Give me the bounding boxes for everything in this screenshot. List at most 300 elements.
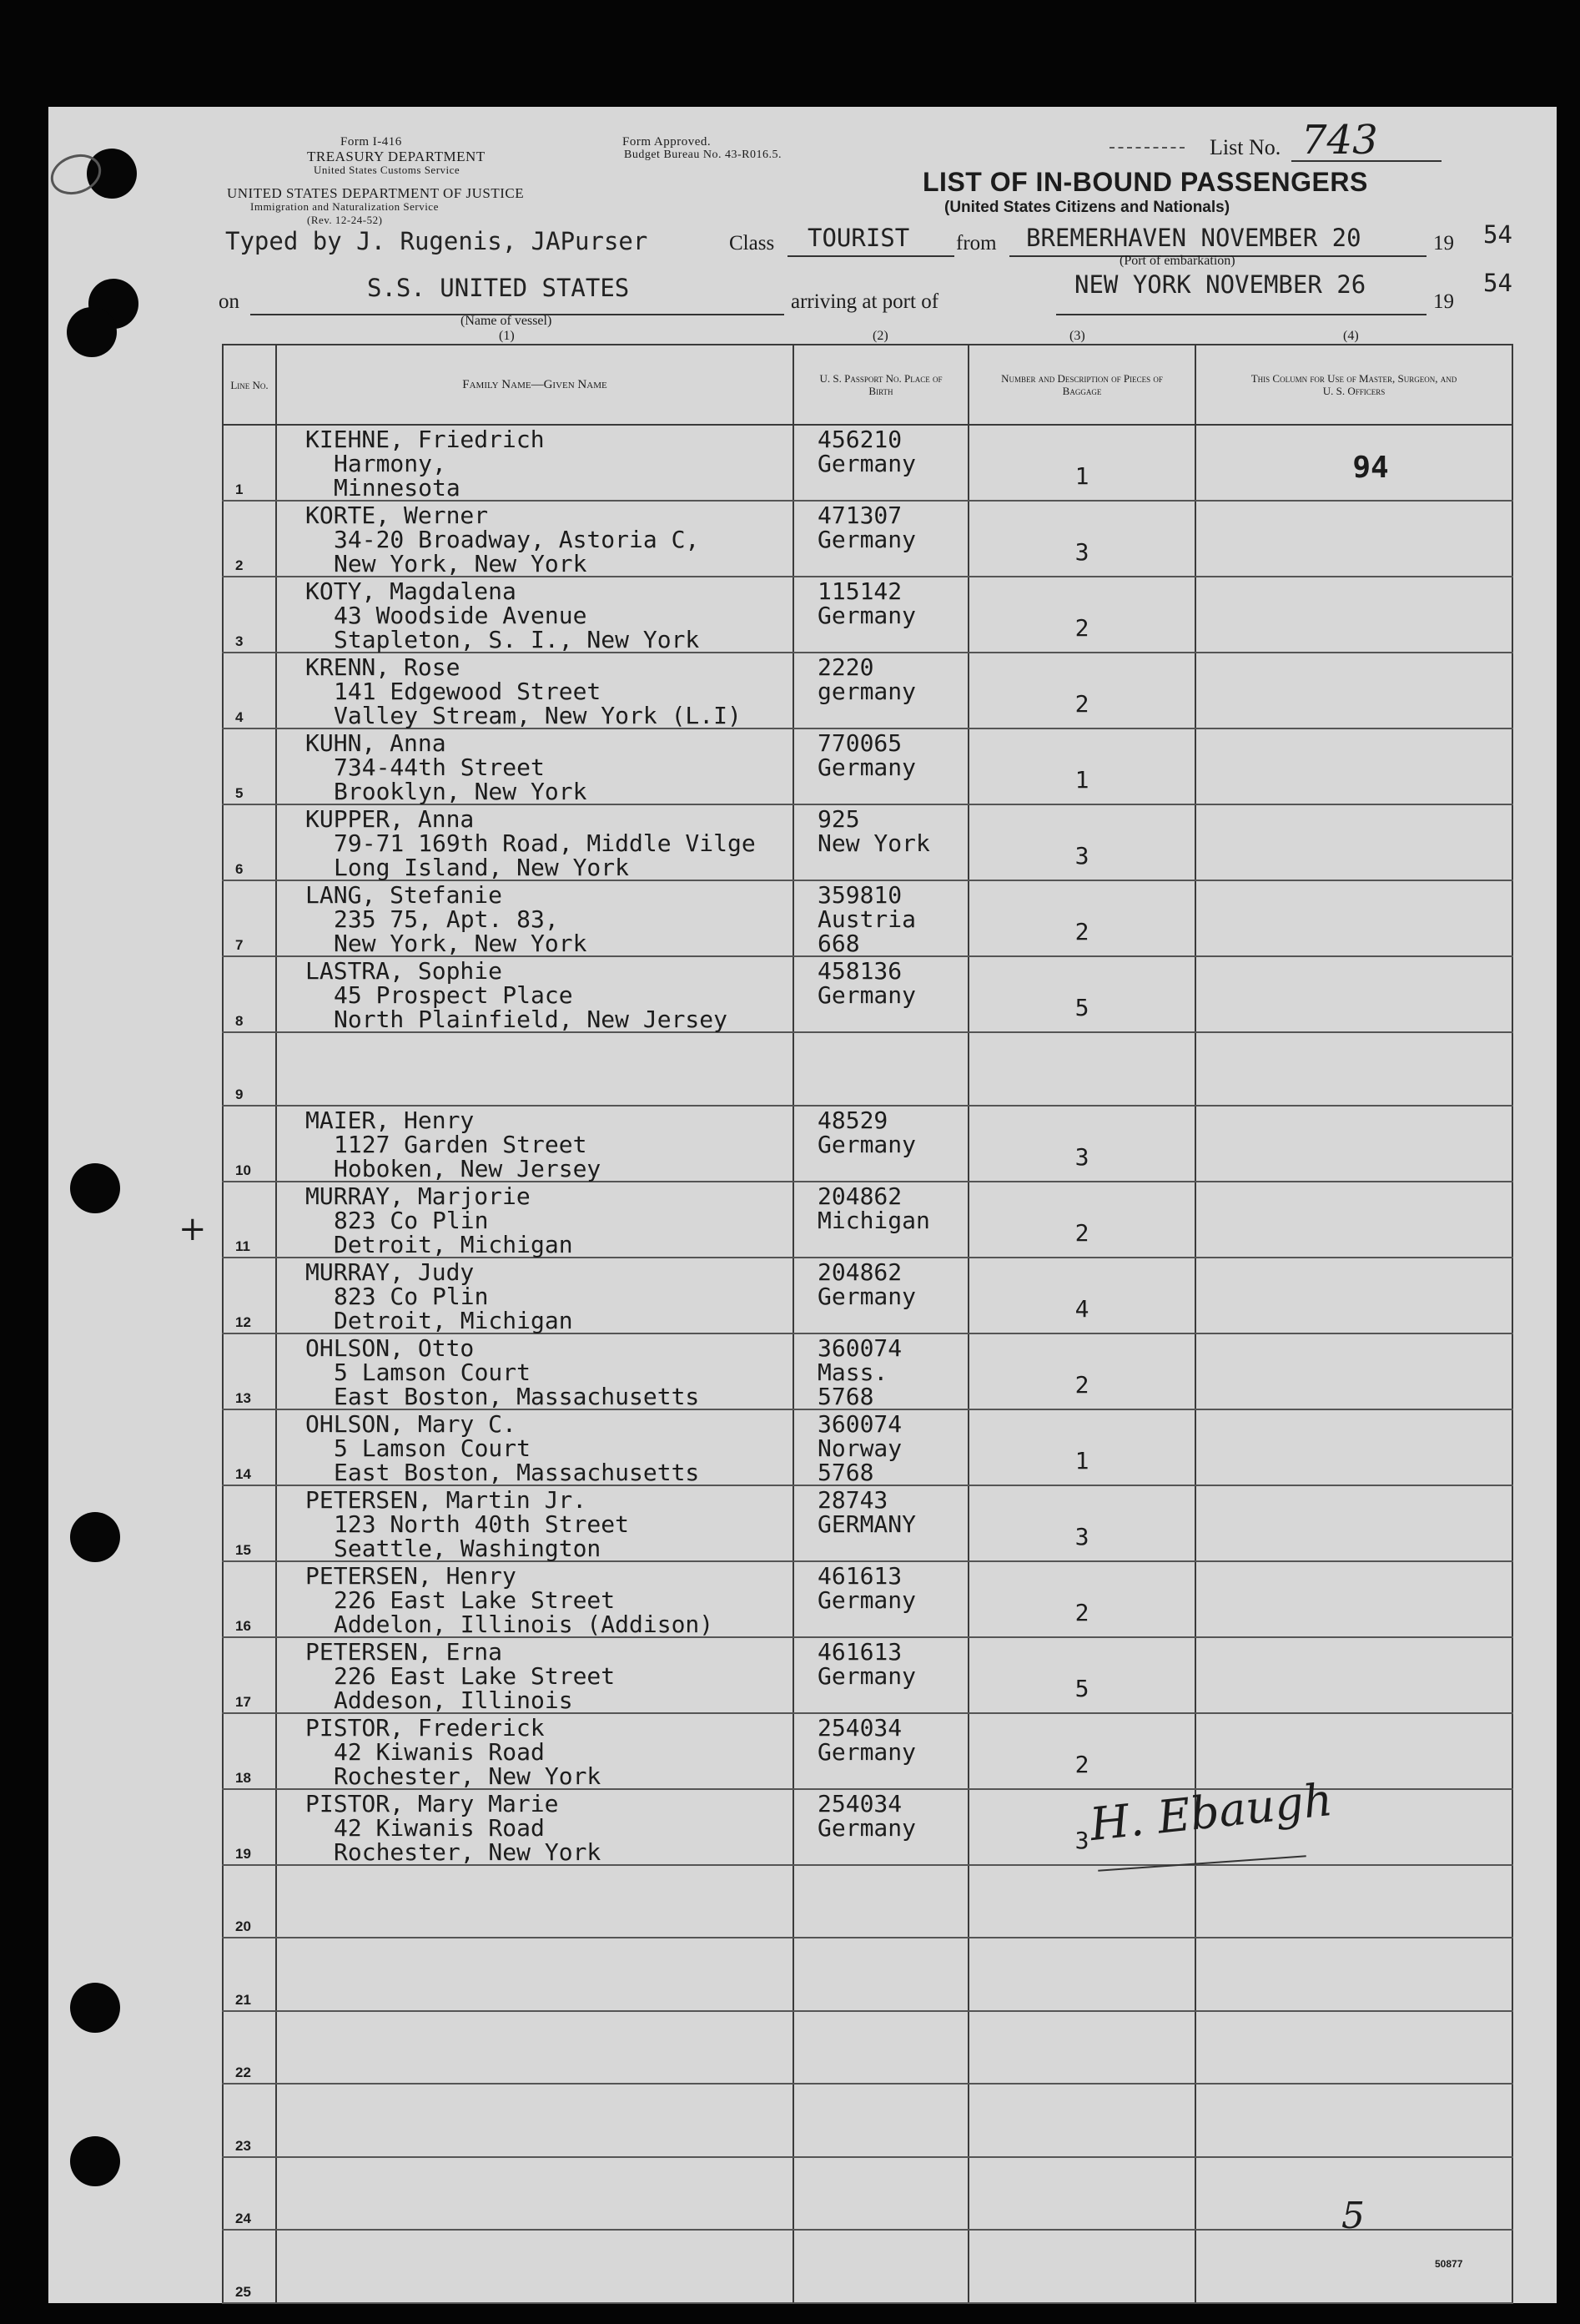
baggage-count: 3: [1074, 538, 1089, 566]
line-number-cell: [223, 804, 276, 880]
line-number: 19: [235, 1845, 251, 1862]
baggage-count: 2: [1074, 614, 1089, 642]
baggage-count: 2: [1074, 918, 1089, 945]
officer-note: [1196, 2158, 1512, 2183]
passport-extra: 668: [818, 930, 860, 957]
passport-cell: [793, 1032, 969, 1106]
baggage-count: [969, 1938, 1195, 1975]
name-cell: [276, 577, 793, 653]
officer-cell: [1195, 804, 1512, 880]
baggage-count: [969, 2158, 1195, 2195]
line-number-cell: [223, 880, 276, 956]
address-line-2: East Boston, Massachusetts: [334, 1382, 700, 1410]
address-line-1: 34-20 Broadway, Astoria C,: [334, 526, 700, 553]
arrival-value: NEW YORK NOVEMBER 26: [1074, 270, 1366, 299]
baggage-cell: [969, 501, 1195, 577]
passport-number: 254034: [818, 1713, 903, 1742]
passport-cell: [793, 2230, 969, 2303]
passport-cell: [793, 1333, 969, 1409]
address-line-2: Brooklyn, New York: [334, 778, 587, 805]
baggage-count: 5: [1074, 994, 1089, 1021]
binder-hole: [67, 307, 117, 357]
table-row: [223, 2230, 1512, 2303]
name-cell: [276, 501, 793, 577]
name-cell: [276, 880, 793, 956]
form-subtitle: (United States Citizens and Nationals): [944, 199, 1230, 216]
list-number: 743: [1301, 117, 1378, 164]
passport-number: 360074: [818, 1409, 903, 1438]
line-number: 10: [235, 1162, 251, 1178]
passenger-name: KIEHNE, Friedrich: [305, 426, 545, 453]
baggage-cell: [969, 577, 1195, 653]
place-of-birth: Germany: [818, 450, 917, 477]
passport-cell: [793, 425, 969, 501]
address-line-2: Rochester, New York: [334, 1762, 601, 1790]
passenger-name: KOTY, Magdalena: [305, 577, 516, 605]
address-line-1: 734-44th Street: [334, 754, 545, 781]
officer-cell: [1195, 1333, 1512, 1409]
name-cell: [276, 2011, 793, 2085]
place-of-birth: Germany: [818, 1737, 917, 1766]
vessel-name: S.S. UNITED STATES: [367, 274, 630, 302]
address-line-2: Addeson, Illinois: [334, 1686, 573, 1714]
passenger-name: KUHN, Anna: [305, 729, 446, 757]
address-line-2: Stapleton, S. I., New York: [334, 626, 700, 653]
place-of-birth: Michigan: [818, 1206, 930, 1234]
passport-cell: [793, 728, 969, 804]
passport-number: 204862: [818, 1182, 903, 1210]
place-of-birth: Norway: [818, 1434, 903, 1462]
table-row: [223, 1637, 1512, 1713]
officer-cell: [1195, 1258, 1512, 1333]
treasury-dept: TREASURY DEPARTMENT: [307, 149, 486, 164]
officer-note: [1196, 1486, 1512, 1511]
table-row: [223, 1485, 1512, 1561]
baggage-count: [969, 1033, 1195, 1070]
passport-extra: 5768: [818, 1458, 874, 1486]
form-number: Form I-416: [340, 135, 402, 149]
line-number-cell: [223, 501, 276, 577]
baggage-cell: [969, 1106, 1195, 1182]
form-approved: Form Approved.: [622, 135, 712, 149]
officer-cell: [1195, 880, 1512, 956]
baggage-cell: [969, 1032, 1195, 1106]
baggage-count: 1: [1074, 766, 1089, 794]
officer-cell: [1195, 1938, 1512, 2011]
arriving-label: arriving at port of: [791, 290, 939, 313]
passport-number: 360074: [818, 1333, 903, 1362]
address-line-1: 5 Lamson Court: [334, 1434, 531, 1462]
baggage-cell: [969, 425, 1195, 501]
passport-cell: [793, 2011, 969, 2085]
officer-cell: [1195, 501, 1512, 577]
address-line-2: Minnesota: [334, 474, 460, 502]
passenger-name: PETERSEN, Henry: [305, 1561, 516, 1590]
officer-cell: [1195, 1561, 1512, 1637]
passenger-name: PISTOR, Frederick: [305, 1713, 545, 1742]
place-of-birth: Germany: [818, 1813, 917, 1842]
place-of-birth: Austria: [818, 905, 917, 933]
passport-number: 254034: [818, 1789, 903, 1817]
officer-note: [1196, 1033, 1512, 1058]
officer-cell: [1195, 1032, 1512, 1106]
name-cell: [276, 1637, 793, 1713]
column-number: (3): [1069, 329, 1085, 343]
form-title: LIST OF IN-BOUND PASSENGERS: [923, 167, 1368, 197]
officer-note: [1196, 1410, 1512, 1435]
passport-number: 359810: [818, 881, 903, 909]
on-label: on: [219, 290, 239, 313]
baggage-cell: [969, 1333, 1195, 1409]
header-passport: U. S. Passport No. Place of Birth: [793, 345, 969, 425]
name-cell: [276, 1865, 793, 1938]
line-number-cell: [223, 1258, 276, 1333]
name-cell: [276, 2084, 793, 2157]
line-number: 9: [235, 1086, 244, 1102]
column-number: (1): [499, 329, 515, 343]
line-number: 5: [235, 785, 244, 801]
name-cell: [276, 1258, 793, 1333]
baggage-cell: [969, 1865, 1195, 1938]
table-row: [223, 1938, 1512, 2011]
officer-note: [1196, 502, 1512, 527]
passport-number: 204862: [818, 1258, 903, 1286]
baggage-cell: [969, 1485, 1195, 1561]
name-cell: [276, 1409, 793, 1485]
binder-hole: [70, 1163, 120, 1213]
passport-cell: [793, 653, 969, 728]
name-cell: [276, 2157, 793, 2231]
passport-cell: [793, 804, 969, 880]
column-number: (4): [1343, 329, 1359, 343]
table-row: [223, 728, 1512, 804]
officer-cell: [1195, 1713, 1512, 1789]
passenger-name: KORTE, Werner: [305, 502, 489, 529]
passport-cell: [793, 1561, 969, 1637]
table-row: [223, 1032, 1512, 1106]
address-line-2: Long Island, New York: [334, 854, 630, 881]
passport-cell: [793, 880, 969, 956]
address-line-1: 141 Edgewood Street: [334, 678, 601, 705]
officer-cell: [1195, 2084, 1512, 2157]
passport-number: 456210: [818, 426, 903, 453]
name-cell: [276, 1485, 793, 1561]
address-line-2: Hoboken, New Jersey: [334, 1154, 601, 1182]
passenger-name: MAIER, Henry: [305, 1106, 475, 1134]
address-line-2: Seattle, Washington: [334, 1534, 601, 1562]
officer-note: 94: [1352, 451, 1389, 485]
passport-cell: [793, 1865, 969, 1938]
year-arrival: 54: [1483, 269, 1512, 297]
passenger-name: MURRAY, Marjorie: [305, 1182, 531, 1210]
name-cell: [276, 1938, 793, 2011]
address-line-1: 42 Kiwanis Road: [334, 1737, 545, 1766]
table-row: [223, 956, 1512, 1032]
address-line-2: East Boston, Massachusetts: [334, 1458, 700, 1486]
page-mark: 5: [1341, 2195, 1365, 2237]
place-of-birth: Germany: [818, 602, 917, 629]
budget-bureau: Budget Bureau No. 43-R016.5.: [624, 149, 782, 161]
address-line-1: 823 Co Plin: [334, 1282, 489, 1310]
place-of-birth: Germany: [818, 1130, 917, 1158]
passport-extra: 5768: [818, 1382, 874, 1410]
officer-cell: [1195, 1182, 1512, 1258]
line-number: 14: [235, 1465, 251, 1482]
officer-note: [1196, 1258, 1512, 1283]
baggage-cell: [969, 1258, 1195, 1333]
passport-number: 28743: [818, 1485, 888, 1514]
baggage-cell: [969, 1637, 1195, 1713]
line-number-cell: [223, 728, 276, 804]
passport-cell: [793, 577, 969, 653]
revision-date: (Rev. 12-24-52): [307, 214, 383, 226]
line-number: 21: [235, 1991, 251, 2008]
address-line-2: Addelon, Illinois (Addison): [334, 1610, 714, 1638]
address-line-1: 226 East Lake Street: [334, 1585, 616, 1614]
line-number-cell: [223, 1637, 276, 1713]
address-line-2: Valley Stream, New York (L.I): [334, 702, 742, 729]
passenger-name: KUPPER, Anna: [305, 805, 475, 833]
line-number-cell: [223, 2011, 276, 2085]
line-number-cell: [223, 1561, 276, 1637]
line-number: 2: [235, 557, 244, 573]
address-line-2: New York, New York: [334, 930, 587, 957]
line-number: 24: [235, 2211, 251, 2226]
struck-mark: [1110, 147, 1185, 149]
line-number-cell: [223, 1106, 276, 1182]
baggage-cell: [969, 1938, 1195, 2011]
address-line-2: North Plainfield, New Jersey: [334, 1006, 728, 1033]
line-number-cell: [223, 425, 276, 501]
place-of-birth: GERMANY: [818, 1510, 917, 1538]
baggage-count: 3: [1074, 1522, 1089, 1550]
name-cell: [276, 1182, 793, 1258]
name-cell: [276, 1333, 793, 1409]
officer-note: [1196, 577, 1512, 602]
ins-service: Immigration and Naturalization Service: [250, 200, 439, 213]
officer-cell: [1195, 2011, 1512, 2085]
passenger-name: MURRAY, Judy: [305, 1258, 475, 1286]
passport-cell: [793, 1938, 969, 2011]
address-line-1: 823 Co Plin: [334, 1206, 489, 1234]
place-of-birth: Germany: [818, 1585, 917, 1614]
form-code: 50877: [1435, 2258, 1463, 2270]
table-row: [223, 2157, 1512, 2231]
binder-hole: [70, 1983, 120, 2033]
header-officers: This Column for Use of Master, Surgeon, and U. S. Officers: [1195, 345, 1512, 425]
place-of-birth: Germany: [818, 1661, 917, 1690]
address-line-2: Detroit, Michigan: [334, 1230, 573, 1258]
officer-note: [1196, 1866, 1512, 1891]
baggage-count: 3: [1074, 842, 1089, 870]
line-number-cell: [223, 2230, 276, 2303]
name-cell: [276, 2230, 793, 2303]
officer-note: [1196, 881, 1512, 906]
officer-cell: [1195, 1485, 1512, 1561]
line-number: 18: [235, 1769, 251, 1786]
passport-cell: [793, 1106, 969, 1182]
officer-signature: H. Ebaugh: [1087, 1772, 1336, 1852]
address-line-2: Detroit, Michigan: [334, 1306, 573, 1334]
table-row: [223, 501, 1512, 577]
address-line-2: Rochester, New York: [334, 1838, 601, 1866]
passenger-name: LANG, Stefanie: [305, 881, 503, 909]
table-row: [223, 1258, 1512, 1333]
baggage-count: [969, 1866, 1195, 1903]
header-line-no: Line No.: [223, 345, 276, 425]
year-embark: 54: [1483, 220, 1512, 249]
address-line-2: New York, New York: [334, 550, 587, 577]
line-number-cell: [223, 956, 276, 1032]
passenger-name: OHLSON, Mary C.: [305, 1409, 516, 1438]
place-of-birth: Germany: [818, 754, 917, 781]
officer-note: [1196, 2012, 1512, 2037]
address-line-1: 235 75, Apt. 83,: [334, 905, 559, 933]
table-row: [223, 2084, 1512, 2157]
embarkation-value: BREMERHAVEN NOVEMBER 20: [1026, 224, 1361, 252]
passport-number: 48529: [818, 1106, 888, 1134]
baggage-cell: [969, 1409, 1195, 1485]
line-number-cell: [223, 1713, 276, 1789]
line-number: 12: [235, 1313, 251, 1330]
passenger-table: [222, 344, 1513, 2304]
plus-mark: +: [179, 1210, 207, 1248]
officer-cell: [1195, 653, 1512, 728]
class-label: Class: [729, 232, 775, 255]
officer-note: [1196, 957, 1512, 982]
line-number: 6: [235, 861, 244, 877]
baggage-count: 2: [1074, 690, 1089, 718]
port-embark-caption: (Port of embarkation): [1120, 254, 1235, 268]
passport-cell: [793, 1637, 969, 1713]
year-prefix-2: 19: [1433, 290, 1454, 313]
baggage-cell: [969, 2084, 1195, 2157]
passport-number: 770065: [818, 729, 903, 757]
place-of-birth: New York: [818, 829, 930, 857]
passport-number: 461613: [818, 1637, 903, 1666]
officer-note: [1196, 653, 1512, 678]
table-row: [223, 1106, 1512, 1182]
officer-note: [1196, 1182, 1512, 1207]
officer-cell: [1195, 1637, 1512, 1713]
header-baggage: Number and Description of Pieces of Baggage: [969, 345, 1195, 425]
place-of-birth: germany: [818, 678, 917, 705]
vessel-caption: (Name of vessel): [460, 314, 552, 328]
table-row: [223, 880, 1512, 956]
passport-cell: [793, 1409, 969, 1485]
address-line-1: 45 Prospect Place: [334, 981, 573, 1009]
line-number-cell: [223, 653, 276, 728]
year-prefix: 19: [1433, 232, 1454, 255]
line-number: 25: [235, 2283, 251, 2300]
passport-number: 461613: [818, 1561, 903, 1590]
passport-cell: [793, 1713, 969, 1789]
name-cell: [276, 1106, 793, 1182]
address-line-1: 43 Woodside Avenue: [334, 602, 587, 629]
passenger-name: PETERSEN, Erna: [305, 1637, 503, 1666]
officer-note: [1196, 805, 1512, 830]
table-row: [223, 653, 1512, 728]
officer-cell: [1195, 1865, 1512, 1938]
baggage-count: [969, 2231, 1195, 2267]
passport-cell: [793, 1258, 969, 1333]
baggage-cell: [969, 2157, 1195, 2231]
address-line-1: 123 North 40th Street: [334, 1510, 630, 1538]
line-number: 3: [235, 633, 244, 649]
name-cell: [276, 1561, 793, 1637]
address-line-1: 79-71 169th Road, Middle Vilge: [334, 829, 756, 857]
table-header-row: [223, 345, 1512, 425]
baggage-count: 4: [1074, 1294, 1089, 1323]
passport-cell: [793, 1485, 969, 1561]
line-number-cell: [223, 1182, 276, 1258]
baggage-cell: [969, 956, 1195, 1032]
line-number-cell: [223, 1032, 276, 1106]
officer-cell: [1195, 728, 1512, 804]
line-number-cell: [223, 577, 276, 653]
baggage-count: 3: [1074, 1142, 1089, 1171]
line-number-cell: [223, 1865, 276, 1938]
place-of-birth: Germany: [818, 981, 917, 1009]
officer-note: [1196, 1714, 1512, 1739]
baggage-count: [969, 2085, 1195, 2121]
table-row: [223, 2011, 1512, 2085]
line-number: 20: [235, 1918, 251, 1934]
baggage-count: 5: [1074, 1674, 1089, 1702]
line-number: 23: [235, 2137, 251, 2154]
line-number: 1: [235, 481, 244, 497]
line-number: 4: [235, 709, 244, 725]
table-row: [223, 1333, 1512, 1409]
line-number: 8: [235, 1013, 244, 1029]
line-number-cell: [223, 1938, 276, 2011]
baggage-count: 1: [1074, 462, 1089, 490]
officer-cell: [1195, 577, 1512, 653]
address-line-1: 42 Kiwanis Road: [334, 1813, 545, 1842]
binder-hole: [70, 1512, 120, 1562]
address-line-1: 5 Lamson Court: [334, 1358, 531, 1386]
baggage-cell: [969, 880, 1195, 956]
baggage-cell: [969, 804, 1195, 880]
passport-number: 458136: [818, 957, 903, 985]
passport-cell: [793, 956, 969, 1032]
passenger-name: LASTRA, Sophie: [305, 957, 503, 985]
table-row: [223, 1409, 1512, 1485]
table-row: [223, 1182, 1512, 1258]
officer-cell: [1195, 1106, 1512, 1182]
place-of-birth: Germany: [818, 526, 917, 553]
baggage-count: 2: [1074, 1750, 1089, 1778]
address-line-1: 1127 Garden Street: [334, 1130, 587, 1158]
name-cell: [276, 728, 793, 804]
line-number-cell: [223, 1333, 276, 1409]
place-of-birth: Mass.: [818, 1358, 888, 1386]
passport-number: 115142: [818, 577, 903, 605]
baggage-cell: [969, 653, 1195, 728]
customs-service: United States Customs Service: [314, 164, 460, 176]
baggage-count: 3: [1074, 1826, 1089, 1854]
baggage-cell: [969, 1713, 1195, 1789]
officer-cell: [1195, 2230, 1512, 2303]
table-row: [223, 1561, 1512, 1637]
line-number: 22: [235, 2064, 251, 2080]
officer-note: [1196, 1562, 1512, 1587]
name-cell: [276, 1789, 793, 1865]
list-no-label: List No.: [1210, 135, 1281, 159]
officer-cell: [1195, 1409, 1512, 1485]
passport-cell: [793, 1789, 969, 1865]
officer-note: [1196, 1638, 1512, 1663]
